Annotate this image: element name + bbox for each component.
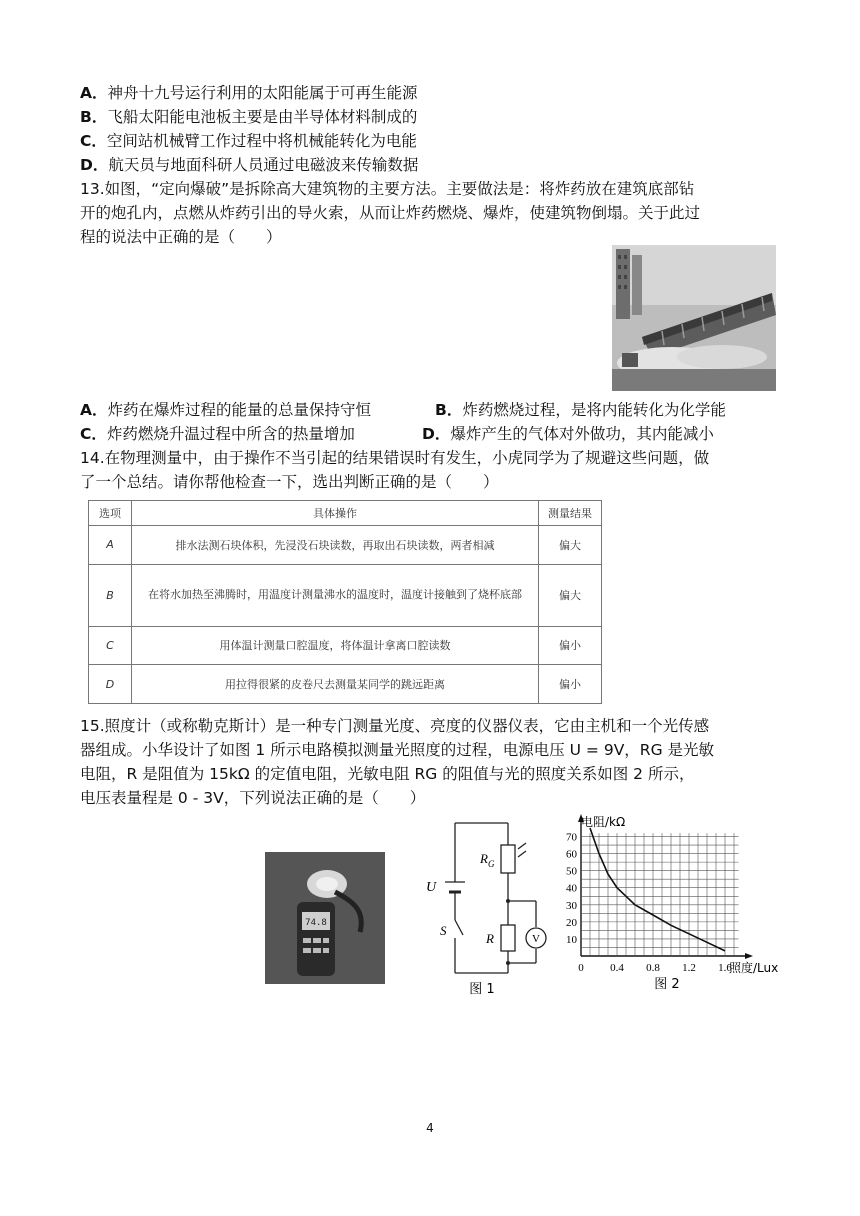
circuit-figure-1 bbox=[420, 815, 550, 1000]
header-option: 选项 bbox=[89, 501, 132, 526]
chart-series-line bbox=[590, 828, 725, 951]
q12-option-a: A．神舟十九号运行利用的太阳能属于可再生能源 bbox=[80, 84, 418, 102]
table-row bbox=[89, 665, 602, 704]
q15-stem-line-4: 电压表量程是 0 - 3V，下列说法正确的是（ ） bbox=[80, 789, 426, 807]
row-operation bbox=[132, 564, 539, 626]
resistance-illuminance-chart bbox=[555, 810, 780, 1000]
row-result: 偏小 bbox=[539, 626, 602, 665]
row-operation: 用拉得很紧的皮卷尺去测量某同学的跳远距离 bbox=[132, 665, 539, 704]
header-result: 测量结果 bbox=[539, 501, 602, 526]
label-rg-sub: G bbox=[487, 859, 495, 869]
chart-x-tick-label: 0.8 bbox=[646, 962, 660, 974]
row-option: D bbox=[89, 665, 132, 704]
header-operation: 具体操作 bbox=[132, 501, 539, 526]
row-option: B bbox=[89, 564, 132, 626]
chart-y-tick-label: 50 bbox=[566, 865, 577, 878]
q13-option-d: D．爆炸产生的气体对外做功，其内能减小 bbox=[422, 425, 714, 443]
chart-y-tick-label: 60 bbox=[566, 848, 577, 861]
chart-y-tick-label: 40 bbox=[566, 882, 577, 895]
demolition-photo bbox=[612, 245, 776, 391]
row-result: 偏大 bbox=[539, 564, 602, 626]
table-header-row bbox=[89, 501, 602, 526]
row-option: A bbox=[89, 526, 132, 565]
q13-option-b: B．炸药燃烧过程，是将内能转化为化学能 bbox=[435, 401, 726, 419]
lux-meter-photo bbox=[265, 852, 385, 984]
chart-y-tick-label: 30 bbox=[566, 899, 577, 912]
q12-option-c: C．空间站机械臂工作过程中将机械能转化为电能 bbox=[80, 132, 417, 150]
label-u: U bbox=[426, 880, 437, 895]
page-number: 4 bbox=[426, 1121, 434, 1135]
q15-stem-line-1: 15.照度计（或称勒克斯计）是一种专门测量光度、亮度的仪器仪表，它由主机和一个光传感 bbox=[80, 717, 710, 735]
chart-x-tick-label: 0.4 bbox=[610, 962, 624, 974]
chart-y-tick-label: 70 bbox=[566, 831, 577, 844]
meter-reading: 74.8 bbox=[305, 918, 327, 928]
table-row bbox=[89, 526, 602, 565]
chart-x-axis-label: 照度/Lux bbox=[729, 961, 779, 975]
row-operation: 用体温计测量口腔温度，将体温计拿离口腔读数 bbox=[132, 626, 539, 665]
row-operation-text: 在将水加热至沸腾时，用温度计测量沸水的温度时，温度计接触到了烧杯底部 bbox=[148, 588, 522, 602]
chart-x-tick-label: 0 bbox=[578, 962, 584, 974]
figure-2-caption: 图 2 bbox=[654, 977, 680, 992]
figure-1-caption: 图 1 bbox=[469, 982, 495, 997]
q13-option-a: A．炸药在爆炸过程的能量的总量保持守恒 bbox=[80, 401, 372, 419]
row-option: C bbox=[89, 626, 132, 665]
chart-y-tick-label: 20 bbox=[566, 916, 577, 929]
label-r: R bbox=[486, 931, 494, 946]
q15-stem-line-2: 器组成。小华设计了如图 1 所示电路模拟测量光照度的过程，电源电压 U = 9V，RG 是光敏 bbox=[80, 741, 715, 759]
q13-option-c: C．炸药燃烧升温过程中所含的热量增加 bbox=[80, 425, 355, 443]
measurement-table bbox=[88, 500, 602, 704]
q14-stem-line-1: 14.在物理测量中，由于操作不当引起的结果错误时有发生，小虎同学为了规避这些问题，做 bbox=[80, 449, 710, 467]
table-row bbox=[89, 626, 602, 665]
chart-y-axis-label: 电阻/kΩ bbox=[581, 815, 626, 829]
q13-stem-line-2: 开的炮孔内，点燃从炸药引出的导火索，从而让炸药燃烧、爆炸，使建筑物倒塌。关于此过 bbox=[80, 204, 701, 222]
label-v: V bbox=[532, 933, 540, 945]
row-operation: 排水法测石块体积，先浸没石块读数，再取出石块读数，两者相减 bbox=[132, 526, 539, 565]
chart-y-tick-label: 10 bbox=[566, 933, 577, 946]
label-rg bbox=[479, 851, 495, 869]
q15-stem-line-3: 电阻，R 是阻值为 15kΩ 的定值电阻，光敏电阻 RG 的阻值与光的照度关系如图 2 所示， bbox=[80, 765, 695, 783]
chart-x-tick-label: 1.6 bbox=[718, 962, 732, 974]
row-result: 偏大 bbox=[539, 526, 602, 565]
q13-stem-line-3: 程的说法中正确的是（ ） bbox=[80, 228, 282, 246]
q14-stem-line-2: 了一个总结。请你帮他检查一下，选出判断正确的是（ ） bbox=[80, 473, 499, 491]
table-row bbox=[89, 564, 602, 626]
label-rg-main: R bbox=[480, 851, 488, 866]
label-s: S bbox=[440, 923, 447, 938]
q12-option-b: B．飞船太阳能电池板主要是由半导体材料制成的 bbox=[80, 108, 418, 126]
row-result: 偏小 bbox=[539, 665, 602, 704]
q12-option-d: D．航天员与地面科研人员通过电磁波来传输数据 bbox=[80, 156, 419, 174]
chart-x-tick-label: 1.2 bbox=[682, 962, 696, 974]
q13-stem-line-1: 13.如图，“定向爆破”是拆除高大建筑物的主要方法。主要做法是：将炸药放在建筑底部钻 bbox=[80, 180, 695, 198]
